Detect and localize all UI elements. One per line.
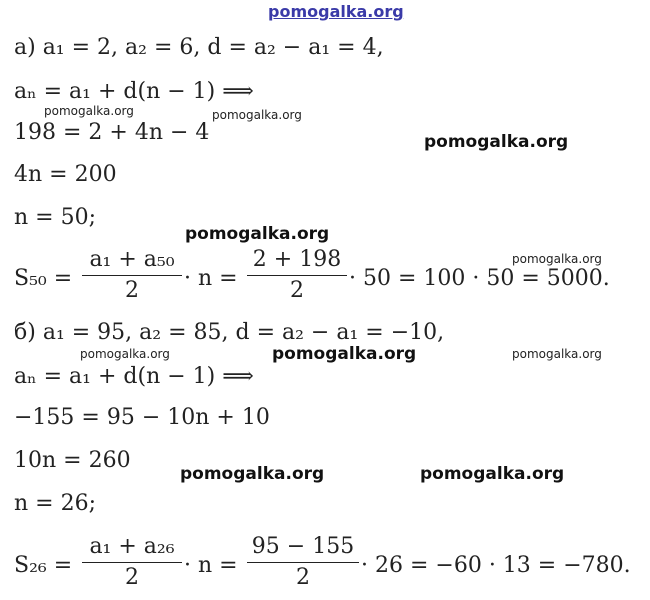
watermark-large: pomogalka.org — [185, 224, 330, 244]
part-b-mid: · n = — [184, 553, 238, 578]
part-a-substitution: 198 = 2 + 4n − 4 — [14, 120, 210, 145]
part-b-substitution: −155 = 95 − 10n + 10 — [14, 405, 270, 430]
part-b-fraction-2 — [247, 532, 359, 593]
watermark-small: pomogalka.org — [512, 252, 602, 266]
part-a-mid: · n = — [184, 266, 238, 291]
part-b-nth-term-formula: aₙ = a₁ + d(n − 1) ⟹ — [14, 364, 254, 389]
fraction-denominator: 2 — [125, 278, 139, 303]
watermark-small: pomogalka.org — [80, 347, 170, 361]
part-a-n-value: n = 50; — [14, 205, 96, 230]
fraction-denominator: 2 — [296, 565, 310, 590]
watermark-small: pomogalka.org — [44, 104, 134, 118]
fraction-numerator: 2 + 198 — [252, 247, 342, 272]
part-b-sum-lhs: S₂₆ = — [14, 553, 73, 578]
part-b-given: б) a₁ = 95, a₂ = 85, d = a₂ − a₁ = −10, — [14, 320, 445, 345]
part-a-fraction-1 — [82, 245, 182, 306]
part-b-fraction-1 — [82, 532, 182, 593]
watermark-large: pomogalka.org — [272, 344, 417, 364]
watermark-small: pomogalka.org — [212, 108, 302, 122]
watermark-large: pomogalka.org — [424, 132, 569, 152]
watermark-top[interactable]: pomogalka.org — [268, 2, 404, 21]
part-a-sum-lhs: S₅₀ = — [14, 266, 73, 291]
fraction-numerator: a₁ + a₅₀ — [89, 247, 175, 272]
watermark-large: pomogalka.org — [180, 464, 325, 484]
part-a-result: · 50 = 100 · 50 = 5000. — [349, 266, 610, 291]
watermark-small: pomogalka.org — [512, 347, 602, 361]
part-b-equation: 10n = 260 — [14, 448, 131, 473]
fraction-denominator: 2 — [290, 278, 304, 303]
fraction-numerator: 95 − 155 — [251, 534, 355, 559]
part-a-equation: 4n = 200 — [14, 162, 117, 187]
part-a-given: а) a₁ = 2, a₂ = 6, d = a₂ − a₁ = 4, — [14, 35, 384, 60]
part-b-result: · 26 = −60 · 13 = −780. — [361, 553, 631, 578]
part-a-nth-term-formula: aₙ = a₁ + d(n − 1) ⟹ — [14, 79, 254, 104]
fraction-denominator: 2 — [125, 565, 139, 590]
fraction-numerator: a₁ + a₂₆ — [89, 534, 175, 559]
part-b-n-value: n = 26; — [14, 491, 96, 516]
watermark-large: pomogalka.org — [420, 464, 565, 484]
part-a-fraction-2 — [247, 245, 347, 306]
